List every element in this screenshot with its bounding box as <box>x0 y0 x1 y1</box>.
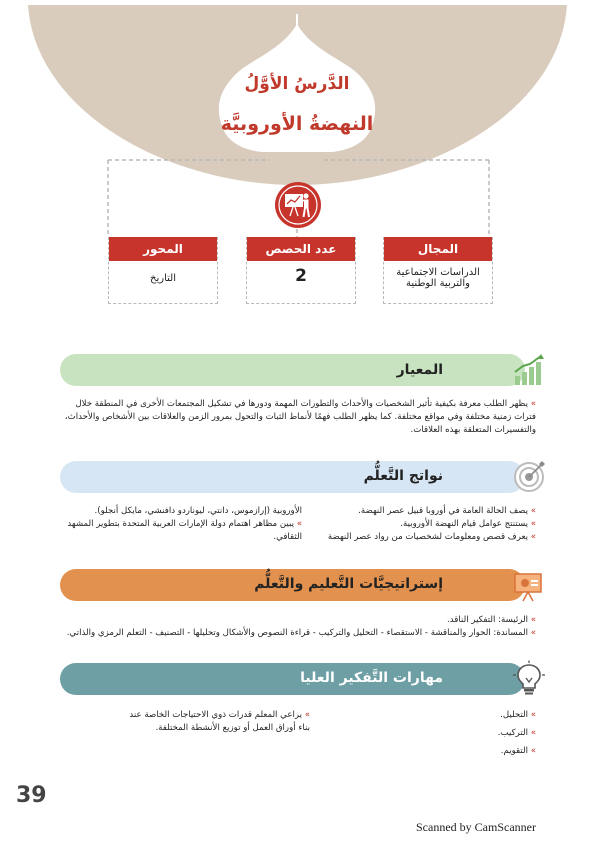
field-value: الدراسات الاجتماعية والتربية الوطنية <box>396 267 480 289</box>
periods-value: 2 <box>295 266 307 286</box>
lesson-title: النهضةُ الأوروبيَّة <box>220 113 374 135</box>
outcomes-title: نواتج التَّعلُّم <box>363 468 443 484</box>
list-item: » الرئيسة: التفكير الناقد. <box>447 615 536 625</box>
standard-banner <box>60 354 525 386</box>
info-box-periods <box>246 237 356 304</box>
list-item: » التقويم. <box>500 746 536 756</box>
outcomes-banner <box>60 461 525 493</box>
lesson-number: الدَّرسُ الأوَّلُ <box>244 74 350 94</box>
standard-title: المعيار <box>396 362 443 378</box>
presentation-board-icon <box>511 568 547 604</box>
presentation-icon <box>273 180 323 230</box>
list-item: » يعرف قصص ومعلومات لشخصيات من رواد عصر النهضة <box>327 532 536 542</box>
lightbulb-icon <box>511 660 547 696</box>
list-item: » يستنتج عوامل قيام النهضة الأوروبية. <box>400 519 536 529</box>
list-item: الأوروبية (إرازموس، دانتي، ليوناردو دافنشي، مايكل أنجلو). <box>94 506 302 516</box>
info-box-field <box>383 237 493 304</box>
axis-value: التاريخ <box>150 273 176 284</box>
target-icon <box>511 458 547 494</box>
field-label: المجال <box>384 237 492 261</box>
list-item: » يبين مظاهر اهتمام دولة الإمارات العربية المتحدة بتطوير المشهد الثقافي. <box>67 519 302 542</box>
thinking-banner <box>60 663 525 695</box>
thinking-left-list <box>120 709 310 735</box>
list-item: » يصف الحالة العامة في أوروبا قبيل عصر النهضة. <box>358 506 536 516</box>
list-item: » التركيب. <box>497 728 536 738</box>
thinking-right-list <box>430 709 536 758</box>
thinking-title: مهارات التَّفكير العليا <box>300 670 443 686</box>
list-item: » يراعي المعلم قدرات ذوي الاحتياجات الخاصة عند بناء أوراق العمل أو توزيع الأنشطة المختلفة. <box>129 710 310 733</box>
info-box-axis <box>108 237 218 304</box>
list-item: » التحليل. <box>500 710 536 720</box>
list-item: » المساندة: الحوار والمناقشة - الاستقصاء - التحليل والتركيب - قراءة النصوص والأشكال وتحليلها - التصنيف - التعلم الرمزي والذاتي. <box>66 628 536 638</box>
periods-label: عدد الحصص <box>247 237 355 261</box>
page-number: 39 <box>16 783 47 808</box>
outcomes-right-list <box>318 505 536 544</box>
outcomes-left-list <box>66 505 302 544</box>
strategies-title: إستراتيجيَّات التَّعليم والتَّعلُّم <box>254 576 443 592</box>
growth-chart-icon <box>511 352 547 388</box>
axis-label: المحور <box>109 237 217 261</box>
scanner-watermark: Scanned by CamScanner <box>416 820 536 834</box>
standard-text: » يظهر الطلب معرفة بكيفية تأثير الشخصيات والأحداث والتطورات المهمة ودورها في تشكيل المجتمعات الأخرى في المنطقة خلال فترات زمنية مختلفة وفي مواقع مختلفة. كما يظهر الطلب فهمًا لأنماط الثبات والتحول بمرور الزمن والعلاقات بين الأشخاص والأحداث، والتفسيرات المتعلقة بهذه العلاقات. <box>64 399 536 435</box>
strategies-list <box>58 614 536 640</box>
